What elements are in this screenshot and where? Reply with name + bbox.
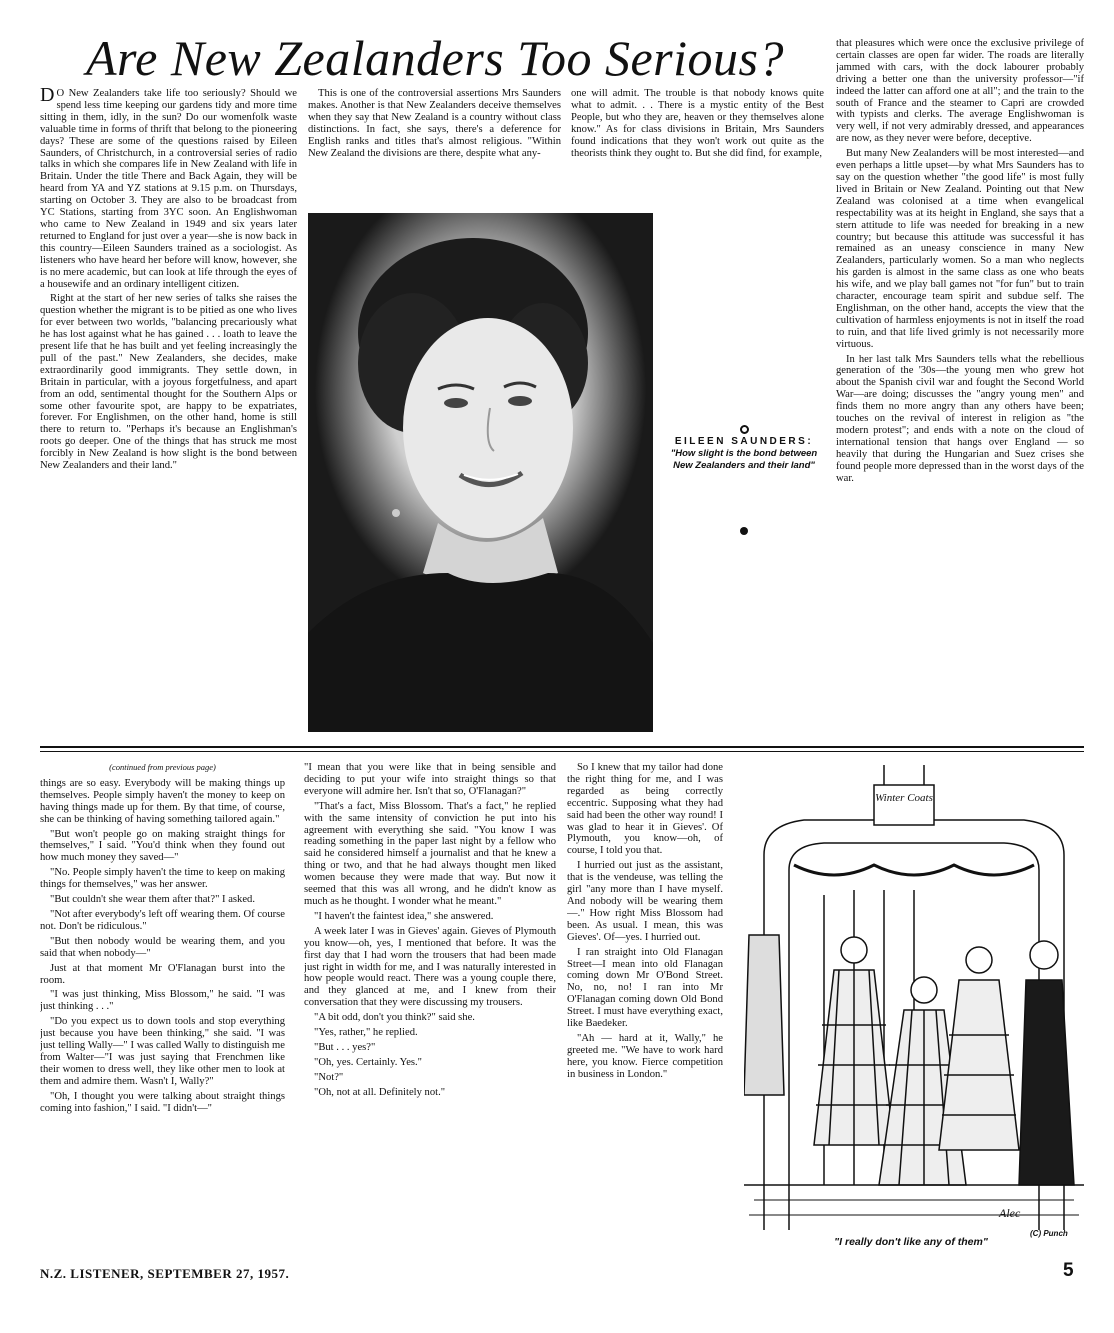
story-paragraph: "Not after everybody's left off wearing them. Of course not. Don't be ridiculous." — [40, 908, 285, 932]
cartoon-illustration — [744, 765, 1084, 1230]
story-paragraph: I ran straight into Old Flanagan Street—I mean into old Flanagan coming down Mr O'Bond Street. No, no, no! I ran into Mr O'Flanagan coming down Old Bond Street. I must have everything exact, like Baedeker. — [567, 946, 723, 1030]
story-paragraph: "But couldn't she wear them after that?" I asked. — [50, 894, 256, 906]
article-paragraph: This is one of the controversial assertions Mrs Saunders makes. Another is that New Zealanders deceive themselves when they say that New Zealand is a country without class distinctions. In fact, she says, there's a deference for English ranks and titles that's almost religious. "Within New Zealand the divisions are there, despite what any- — [308, 88, 561, 159]
page-footer-publication: N.Z. LISTENER, SEPTEMBER 27, 1957. — [40, 1266, 290, 1281]
article-paragraph: one will admit. The trouble is that nobody knows quite what to admit. . . There is a mystic entity of the Best People, but who they are, heaven or they themselves alone know." As for class divisions in Britain, Mrs Saunders found indications that they won't work out quite as the theorists think they ought to. But she did find, for example, — [571, 88, 824, 159]
article-column-2 — [308, 88, 561, 210]
section-divider-bottom — [40, 751, 1084, 752]
portrait-illustration — [308, 213, 653, 732]
caption-bullet-top — [740, 425, 749, 434]
cartoon-caption: "I really don't like any of them" — [834, 1236, 988, 1248]
story-paragraph: "But . . . yes?" — [314, 1041, 376, 1053]
section-divider-top — [40, 746, 1084, 748]
cartoon-drawing — [744, 765, 1084, 1230]
story-paragraph: So I knew that my tailor had done the right thing for me, and I was regarded as being correctly eccentric. Supposing what they had said had been the other way round! I was glad to hear it in Gieves'. Of Plymouth, you know—oh, of course, I told you that. — [567, 762, 723, 857]
story-paragraph: "A bit odd, don't you think?" said she. — [314, 1012, 475, 1024]
article-paragraph: But many New Zealanders will be most interested—and even perhaps a little upset—by what Mrs Saunders has to say on the question whether "the good life" is most fully lived in Britain or New Zealand. Pointing out that New Zealand was colonised at a time when evangelical respectability was at its height in England, she says that a stern attitude to life was needed for breaking in a new country; but because this attitude was successful it has remained as an uneasy conscience in many New Zealanders, particularly women. So a man who neglects his garden is almost in the same class as one who beats his wife, and we play ball games not "for fun" but to train character, encourage team spirit and subdue self. The Englishman, on the other hand, accepts the view that the cultivation of harmless enjoyments is not in itself the road to ruin, and that life lived grimly is not necessarily more virtuous. — [836, 148, 1084, 350]
caption-name: EILEEN SAUNDERS: — [674, 436, 814, 447]
article-paragraph: Right at the start of her new series of talks she raises the question whether the migrant is to be pitied as one who lives for ever between two worlds, "balancing precariously what he has lost against what he has gained . . . loath to leave the present life that he has built and yet feeling increasingly the pull of the past." New Zealanders, she decides, make extraordinarily good immigrants. They settle down, in Britain in particular, with a joyous forgetfulness, and apart from an odd, sentimental thought for the Southern Alps or some other favourite spot, are happy to be expatriates, forever. For Englishmen, on the other hand, home is still there to return to. "Perhaps it's because an Englishman's roots go deeper. One of the things that has struck me most forcibly in New Zealand is how slight is the bond between New Zealanders and their land." — [40, 293, 297, 472]
story-paragraph: I hurried out just as the assistant, that is the vendeuse, was telling the girl "any more than I have myself. And nobody will be wearing them—." How right Miss Blossom had been. As usual. I mean, this was Gieves'. Of—yes. I hurried out. — [567, 860, 723, 943]
story-paragraph: things are so easy. Everybody will be making things up themselves. People simply haven't the money to keep on having things made up for them. By that time, of course, she can be thinking of having something tailored again." — [40, 777, 285, 825]
cartoon-sign-text: Winter Coats — [875, 792, 933, 804]
caption-quote: "How slight is the bond between New Zealanders and their land" — [670, 448, 818, 471]
caption-bullet-bottom — [740, 527, 748, 535]
story-paragraph: "I mean that you were like that in being sensible and deciding to put your wife into straight things so that everyone will admire her. Isn't that so, O'Flanagan?" — [304, 762, 556, 797]
article-column-1 — [40, 88, 297, 738]
article-column-3 — [571, 88, 824, 210]
story-paragraph: "But then nobody would be wearing them, and you said that when nobody—" — [40, 935, 285, 959]
cartoon-signature: Alec — [999, 1206, 1021, 1220]
page-number: 5 — [1063, 1260, 1074, 1281]
story-paragraph: Just at that moment Mr O'Flanagan burst into the room. — [40, 962, 285, 986]
continued-column-3 — [567, 762, 723, 1254]
story-paragraph: "Oh, I thought you were talking about straight things coming into fashion," I said. "I didn't—" — [40, 1090, 285, 1114]
article-paragraph: D O New Zealanders take life too seriously? Should we spend less time keeping our gardens tidy and more time sitting in them, idly, in the sun? Do our womenfolk waste valuable time in forms of thrift that belong to the pioneering days? These are some of the questions raised by Eileen Saunders, of Christchurch, in a controversial series of radio talks in which she compares life in New Zealand with life in Britain. Under the title There and Back Again, they will be heard from YA and YZ stations at 9.15 p.m. on Thursdays, starting on October 3. They are also to be broadcast from YC Stations, starting from 3YC soon. An Englishwoman who came to New Zealand in 1949 and six years later returned to England for just over a year—she is now back in this country—Eileen Saunders trained as a sociologist. As listeners who have heard her before will know, however, she is no mere academic, but can look at life through the eyes of a housewife and an ordinary intelligent citizen. — [40, 88, 297, 290]
article-paragraph: that pleasures which were once the exclusive privilege of certain classes are open far wider. The roads are literally jammed with cars, with the dock labourer probably driving a better one than the university professor—"if indeed the latter can afford one at all"; and the train to the south of France and the steamer to Capri are crowded with typists and clerks. The average Englishwoman is very well, if not very admirably dressed, and appearances are now, as they never were before, deceptive. — [836, 38, 1084, 145]
story-paragraph: "No. People simply haven't the time to keep on making things for themselves," was her answer. — [40, 867, 285, 891]
photo-caption — [664, 436, 824, 472]
story-paragraph: "I haven't the faintest idea," she answered. — [314, 910, 494, 922]
drop-cap: D — [40, 88, 55, 106]
story-paragraph: "Oh, yes. Certainly. Yes." — [314, 1056, 423, 1068]
continued-label: (continued from previous page) — [109, 762, 216, 772]
article-column-4 — [836, 38, 1084, 738]
story-paragraph: "Do you expect us to down tools and stop everything just because you have been thinking," she said. "I was just telling Wally—" I was called Wally to distinguish me from Walter—"I was just saying that Frenchmen like their women to dress well, they like other men to look at them and admire them. Wasn't I, Wally?" — [40, 1016, 285, 1087]
continued-column-1 — [40, 762, 285, 1254]
story-paragraph: "I was just thinking, Miss Blossom," he said. "I was just thinking . . ." — [40, 989, 285, 1013]
story-paragraph: A week later I was in Gieves' again. Gieves of Plymouth you know—oh, yes, I mentioned that before. It was the first day that I had worn the trousers that had been made just right in width for me, and I was naturally interested in how people would react. There was a young couple there, and they glanced at me, and I knew from their conversation that they were discussing my trousers. — [304, 925, 556, 1009]
story-paragraph: "Ah — hard at it, Wally," he greeted me. "We have to work hard here, you know. Fierce competition in business in London." — [567, 1032, 723, 1080]
continued-column-2 — [304, 762, 556, 1254]
article-paragraph: In her last talk Mrs Saunders tells what the rebellious generation of the '30s—the young men who grew hot about the Spanish civil war and fought the Second World War—are doing; discusses the "angry young men" and finds them no more angry than any others have been; touches on the revival of interest in religion as "the modern protest"; and ends with a note on the cloud of international tension that hangs over England — so heavily that during the Hungarian and Suez crises she found people more depressed than in the worst days of the war. — [836, 353, 1084, 484]
story-paragraph: "Yes, rather," he replied. — [314, 1027, 418, 1039]
story-paragraph: "Not?" — [314, 1071, 344, 1083]
article-title: Are New Zealanders Too Serious? — [86, 30, 784, 86]
story-paragraph: "That's a fact, Miss Blossom. That's a fact," he replied with the same intensity of conviction he put into his agreement with everything she said. "You know I was reading something in the paper last night by a fellow who said he considered himself a journalist and that he knew a thing or two, and that he had always thought men liked women because they were made that way. But now it seemed that this was all wrong, and he didn't know as much as he thought. I wonder what he meant." — [304, 800, 556, 907]
story-paragraph: "But won't people go on making straight things for themselves," I said. "You'd think when they found out how much money they saved—" — [40, 828, 285, 864]
story-paragraph: "Oh, not at all. Definitely not." — [314, 1086, 446, 1098]
portrait-photo — [308, 213, 653, 732]
cartoon-credit: (C) Punch — [1030, 1229, 1068, 1238]
